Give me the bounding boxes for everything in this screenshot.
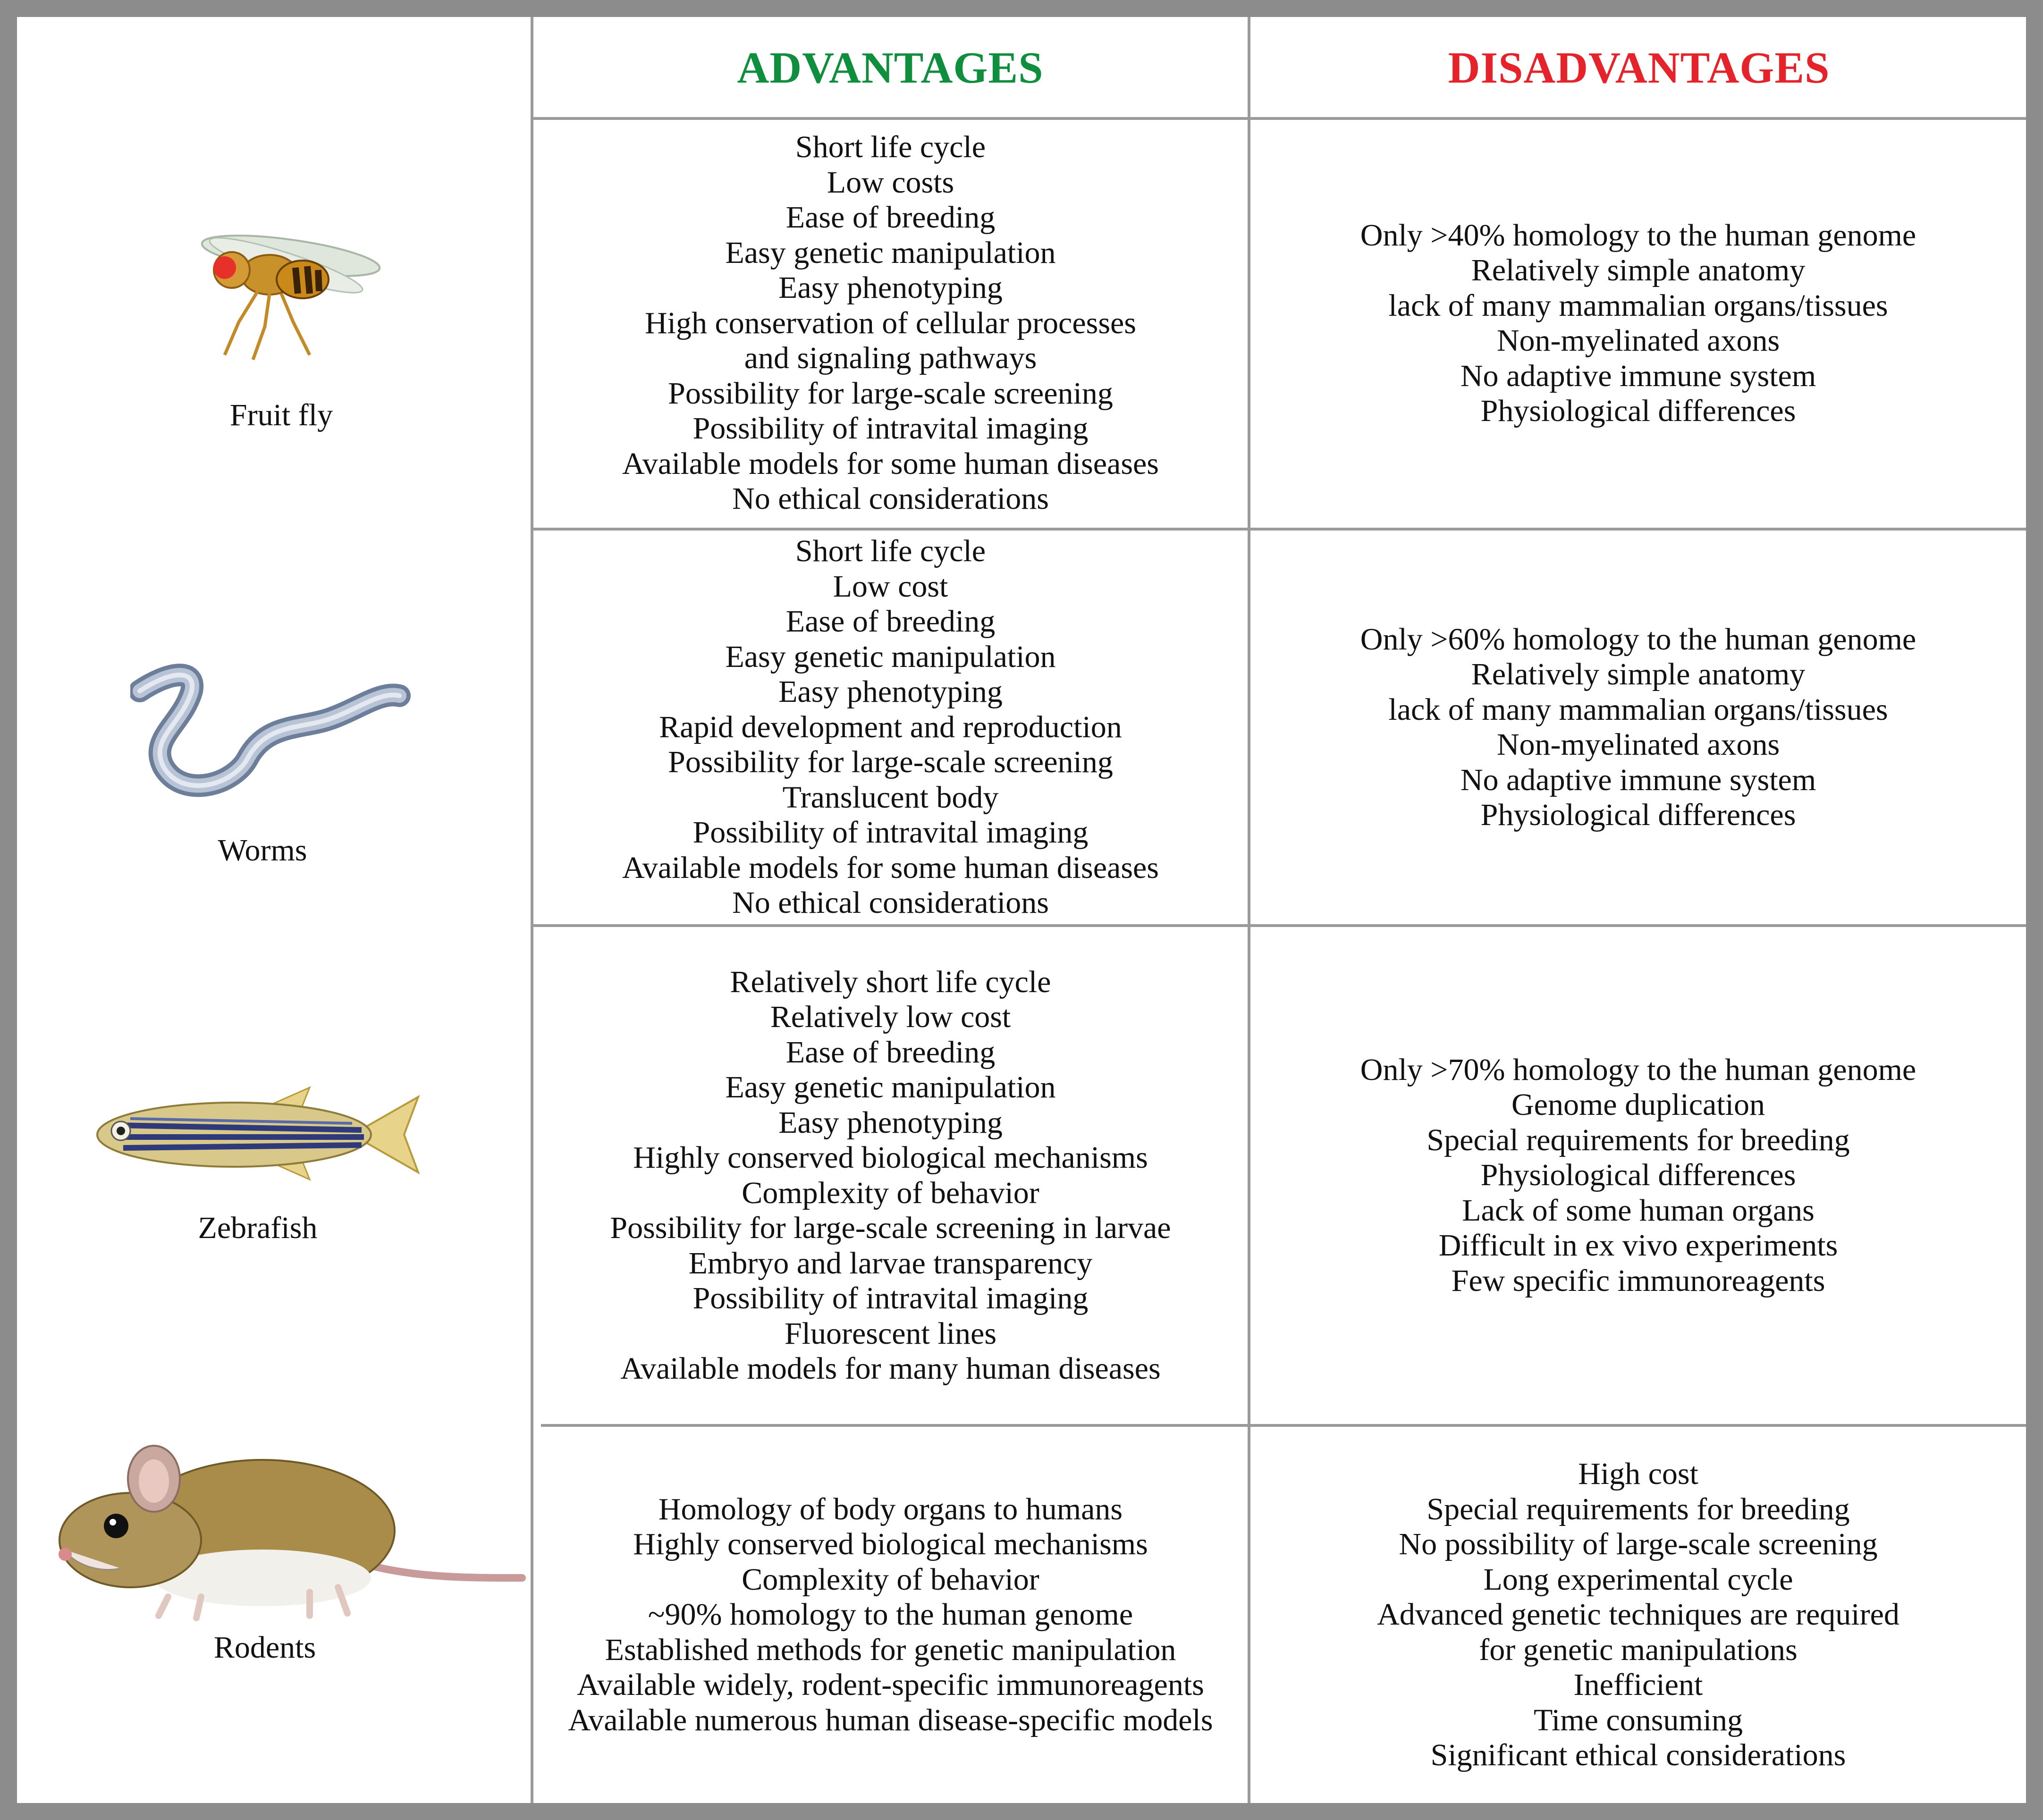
advantages-cell-zebrafish [533,927,1248,1424]
list-item: Physiological differences [1480,394,1796,428]
disadvantages-cell-zebrafish [1250,927,2026,1424]
list-item: Rapid development and reproduction [659,709,1122,744]
list-item: No ethical considerations [732,481,1049,516]
animal-cell-worms [17,531,532,924]
list-item: No ethical considerations [732,885,1049,920]
mouse-icon [45,1436,527,1625]
list-item: Available models for some human diseases [622,446,1159,481]
list-item: Short life cycle [795,534,986,569]
list-item: for genetic manipulations [1479,1632,1798,1667]
list-item: Advanced genetic techniques are required [1377,1597,1899,1632]
list-item: Translucent body [782,780,999,815]
animal-label-zebrafish: Zebrafish [198,1211,318,1245]
worm-icon [130,663,414,804]
animal-label-rodents: Rodents [213,1630,316,1665]
list-item: Relatively simple anatomy [1471,253,1806,287]
list-item: and signaling pathways [744,341,1037,376]
list-item: Possibility of intravital imaging [692,411,1089,446]
list-item: Few specific immunoreagents [1451,1263,1825,1298]
list-item: Embryo and larvae transparency [688,1246,1093,1281]
disadvantages-header: DISADVANTAGES [1448,43,1830,93]
advantages-header: ADVANTAGES [737,43,1044,93]
advantages-cell-fruit-fly [533,119,1248,528]
advantages-cell-rodents [533,1427,1248,1803]
list-item: Complexity of behavior [742,1562,1039,1597]
list-item: High cost [1578,1457,1698,1491]
list-item: Long experimental cycle [1483,1562,1793,1597]
list-item: Time consuming [1533,1702,1743,1737]
list-item: Low cost [833,569,948,604]
list-item: ~90% homology to the human genome [648,1597,1133,1632]
list-item: Only >40% homology to the human genome [1360,218,1916,253]
list-item: Physiological differences [1480,798,1796,832]
animal-cell-zebrafish [17,927,532,1424]
list-item: Highly conserved biological mechanisms [633,1527,1148,1562]
list-item: Ease of breeding [785,200,996,235]
list-item: Non-myelinated axons [1496,323,1780,358]
list-item: Inefficient [1573,1668,1703,1702]
list-item: Relatively low cost [770,1000,1011,1034]
list-item: Available models for many human diseases [620,1351,1161,1386]
list-item: lack of many mammalian organs/tissues [1388,692,1888,727]
list-item: Possibility for large-scale screening [668,376,1113,411]
list-item: Relatively simple anatomy [1471,657,1806,691]
list-item: Possibility for large-scale screening [668,745,1113,780]
list-item: Fluorescent lines [784,1316,997,1351]
list-item: Non-myelinated axons [1496,727,1780,762]
list-item: lack of many mammalian organs/tissues [1388,288,1888,323]
list-item: Easy phenotyping [778,1105,1003,1140]
list-item: Physiological differences [1480,1158,1796,1193]
list-item: Ease of breeding [785,1035,996,1070]
list-item: Easy phenotyping [778,674,1003,709]
list-item: Available numerous human disease-specific models [568,1702,1213,1737]
fruit-fly-icon [168,204,385,364]
animal-label-worms: Worms [218,833,307,868]
advantages-cell-worms [533,531,1248,924]
list-item: Possibility of intravital imaging [692,815,1089,850]
list-item: Low costs [827,165,954,200]
list-item: Lack of some human organs [1462,1193,1815,1228]
list-item: Highly conserved biological mechanisms [633,1140,1148,1175]
list-item: Special requirements for breeding [1427,1491,1850,1526]
list-item: No possibility of large-scale screening [1399,1527,1878,1562]
list-item: Homology of body organs to humans [658,1491,1123,1526]
list-item: Easy genetic manipulation [725,639,1056,674]
disadvantages-cell-rodents [1250,1427,2026,1803]
list-item: Only >70% homology to the human genome [1360,1052,1916,1087]
list-item: Ease of breeding [785,604,996,639]
list-item: Established methods for genetic manipulation [605,1632,1176,1667]
zebrafish-icon [88,1078,428,1191]
list-item: No adaptive immune system [1460,358,1816,393]
list-item: Easy genetic manipulation [725,1070,1056,1104]
list-item: Relatively short life cycle [730,964,1051,999]
list-item: Only >60% homology to the human genome [1360,622,1916,657]
list-item: Complexity of behavior [742,1175,1039,1210]
animal-cell-rodents [17,1427,532,1803]
list-item: Significant ethical considerations [1430,1738,1846,1773]
disadvantages-cell-worms [1250,531,2026,924]
list-item: Genome duplication [1511,1087,1765,1122]
list-item: Difficult in ex vivo experiments [1438,1228,1838,1263]
list-item: Special requirements for breeding [1427,1122,1850,1157]
list-item: Available models for some human diseases [622,850,1159,885]
list-item: Easy genetic manipulation [725,235,1056,270]
list-item: Easy phenotyping [778,270,1003,305]
list-item: Possibility of intravital imaging [692,1281,1089,1315]
list-item: High conservation of cellular processes [645,305,1136,340]
disadvantages-cell-fruit-fly [1250,119,2026,528]
list-item: No adaptive immune system [1460,762,1816,797]
list-item: Possibility for large-scale screening in larvae [610,1211,1171,1245]
animal-label-fruit-fly: Fruit fly [229,398,333,432]
list-item: Short life cycle [795,130,986,165]
animal-cell-fruit-fly [17,119,532,528]
list-item: Available widely, rodent-specific immunoreagents [577,1668,1204,1702]
